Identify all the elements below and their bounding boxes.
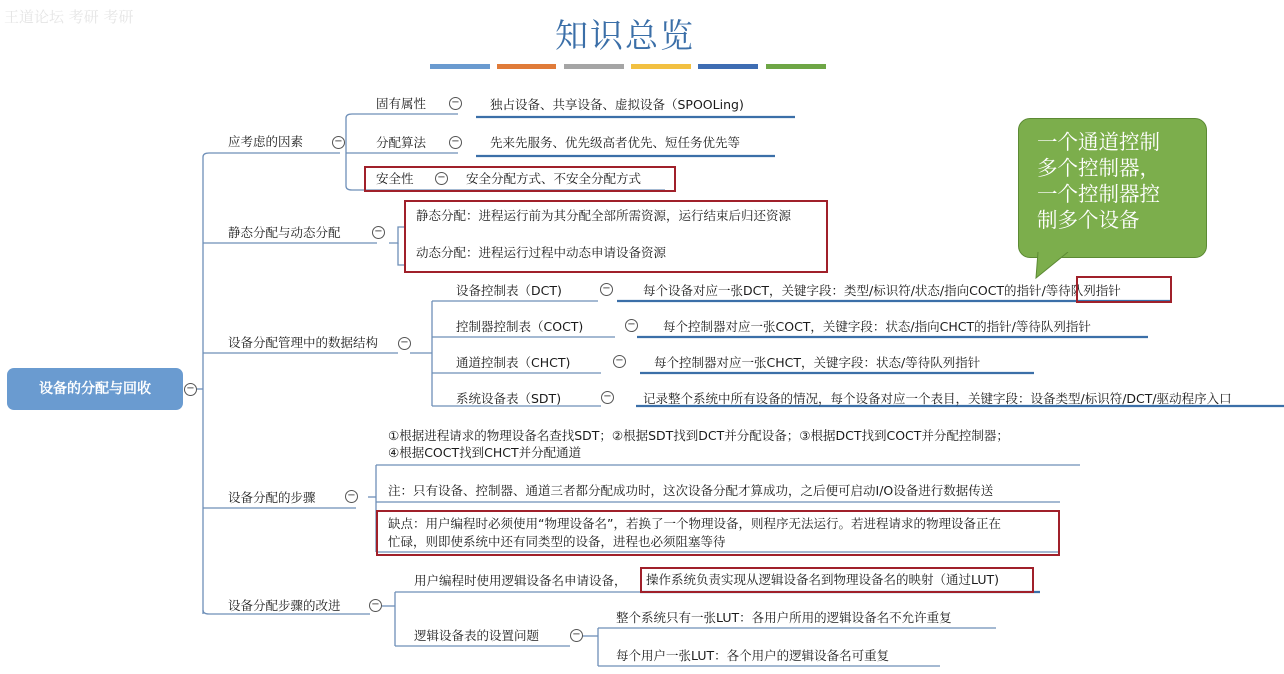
data-structures-collapse-icon[interactable]: − — [398, 337, 411, 350]
dynamic-allocation-text: 动态分配：进程运行过程中动态申请设备资源 — [416, 245, 667, 260]
steps-drawback-line-2: 忙碌，则即使系统中还有同类型的设备，进程也必须阻塞等待 — [388, 534, 726, 549]
ds-coct-label[interactable]: 控制器控制表（COCT) — [456, 319, 584, 334]
branch-static-dynamic[interactable]: 静态分配与动态分配 — [228, 225, 341, 240]
factor-item-2-collapse-icon[interactable]: − — [449, 136, 462, 149]
page-title: 知识总览 — [555, 16, 695, 55]
improvement-collapse-icon[interactable]: − — [369, 599, 382, 612]
ds-sdt-collapse-icon[interactable]: − — [601, 391, 614, 404]
ds-dct-detail-text: 每个设备对应一张DCT，关键字段：类型/标识符/状态/指向COCT的指针 — [643, 283, 1042, 298]
lut-setup-label[interactable]: 逻辑设备表的设置问题 — [414, 628, 540, 643]
factor-item-3-detail: 安全分配方式、不安全分配方式 — [466, 171, 642, 186]
root-node[interactable]: 设备的分配与回收 — [7, 368, 183, 410]
ds-chct-detail: 每个控制器对应一张CHCT，关键字段：状态/等待队列指针 — [654, 355, 981, 370]
ds-chct-label[interactable]: 通道控制表（CHCT) — [456, 355, 571, 370]
lut-item-system: 整个系统只有一张LUT：各用户所用的逻辑设备名不允许重复 — [616, 610, 952, 625]
steps-collapse-icon[interactable]: − — [345, 490, 358, 503]
callout-line-3: 一个控制器控 — [1037, 182, 1160, 206]
ds-coct-collapse-icon[interactable]: − — [625, 319, 638, 332]
ds-chct-collapse-icon[interactable]: − — [613, 355, 626, 368]
ds-dct-detail — [643, 283, 1121, 299]
factor-item-1-label[interactable]: 固有属性 — [376, 96, 427, 111]
steps-drawback-line-1: 缺点：用户编程时必须使用“物理设备名”，若换了一个物理设备，则程序无法运行。若进程请求的物理设备正在 — [388, 516, 1001, 531]
root-collapse-icon[interactable]: − — [184, 383, 197, 396]
branch-improvement[interactable]: 设备分配步骤的改进 — [228, 598, 341, 613]
callout-line-1: 一个通道控制 — [1037, 130, 1160, 154]
steps-note: 注：只有设备、控制器、通道三者都分配成功时，这次设备分配才算成功，之后便可启动I/O设备进行数据传送 — [388, 483, 994, 498]
factor-item-3-label[interactable]: 安全性 — [376, 171, 414, 186]
factor-item-2-label[interactable]: 分配算法 — [376, 135, 427, 150]
lut-item-per-user: 每个用户一张LUT：各个用户的逻辑设备名可重复 — [616, 648, 890, 663]
ds-coct-detail: 每个控制器对应一张COCT，关键字段：状态/指向CHCT的指针/等待队列指针 — [663, 319, 1091, 334]
watermark: 王道论坛 考研 考研 — [4, 8, 134, 26]
ds-dct-detail-highlight: /等待队列指针 — [1041, 283, 1121, 298]
steps-text-line-1: ①根据进程请求的物理设备名查找SDT；②根据SDT找到DCT并分配设备；③根据DCT找到COCT并分配控制器； — [388, 428, 1009, 443]
ds-dct-label[interactable]: 设备控制表（DCT) — [456, 283, 562, 298]
factors-collapse-icon[interactable]: − — [332, 136, 345, 149]
ds-dct-collapse-icon[interactable]: − — [600, 283, 613, 296]
factor-item-1-detail: 独占设备、共享设备、虚拟设备（SPOOLing) — [490, 97, 744, 112]
factor-item-2-detail: 先来先服务、优先级高者优先、短任务优先等 — [490, 135, 741, 150]
branch-data-structures[interactable]: 设备分配管理中的数据结构 — [228, 335, 379, 350]
lut-setup-collapse-icon[interactable]: − — [570, 629, 583, 642]
callout-line-2: 多个控制器， — [1037, 156, 1160, 180]
factor-item-1-collapse-icon[interactable]: − — [449, 97, 462, 110]
ds-sdt-label[interactable]: 系统设备表（SDT) — [456, 391, 562, 406]
callout-tail — [1032, 252, 1072, 282]
callout-line-4: 制多个设备 — [1037, 208, 1140, 232]
highlight-box-wait-queue — [1076, 276, 1172, 303]
ds-sdt-detail: 记录整个系统中所有设备的情况，每个设备对应一个表目，关键字段：设备类型/标识符/DCT/驱动程序入口 — [643, 391, 1232, 406]
steps-text-line-2: ④根据COCT找到CHCT并分配通道 — [388, 445, 582, 460]
static-dynamic-collapse-icon[interactable]: − — [372, 226, 385, 239]
callout-bubble — [1018, 118, 1207, 258]
static-allocation-text: 静态分配：进程运行前为其分配全部所需资源，运行结束后归还资源 — [416, 208, 792, 223]
factor-item-3-collapse-icon[interactable]: − — [435, 172, 448, 185]
improvement-item-1: 用户编程时使用逻辑设备名申请设备， — [414, 573, 627, 588]
improvement-item-1-highlight: 操作系统负责实现从逻辑设备名到物理设备名的映射（通过LUT) — [646, 572, 1000, 587]
branch-factors[interactable]: 应考虑的因素 — [228, 134, 304, 149]
branch-steps[interactable]: 设备分配的步骤 — [228, 490, 316, 505]
